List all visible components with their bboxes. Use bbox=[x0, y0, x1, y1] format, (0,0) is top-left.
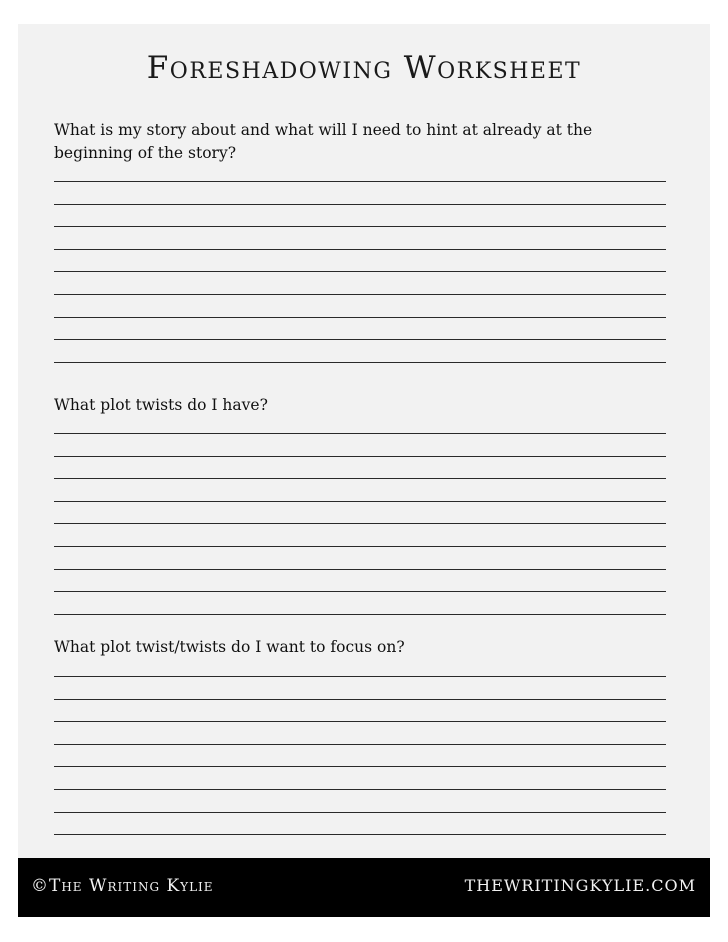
writing-line[interactable] bbox=[54, 501, 666, 502]
writing-line[interactable] bbox=[54, 546, 666, 547]
writing-line[interactable] bbox=[54, 569, 666, 570]
writing-line[interactable] bbox=[54, 591, 666, 592]
question-text: What is my story about and what will I need to hint at already at the beginning of the story? bbox=[54, 121, 593, 162]
question-text: What plot twist/twists do I want to focus on? bbox=[54, 638, 405, 656]
writing-line[interactable] bbox=[54, 789, 666, 790]
worksheet-page bbox=[18, 24, 710, 917]
writing-line[interactable] bbox=[54, 766, 666, 767]
writing-line[interactable] bbox=[54, 226, 666, 227]
writing-line[interactable] bbox=[54, 744, 666, 745]
writing-line[interactable] bbox=[54, 614, 666, 615]
website-link[interactable]: THEWRITINGKYLIE.COM bbox=[464, 876, 696, 895]
copyright-text: ©The Writing Kylie bbox=[31, 876, 214, 896]
question-text: What plot twists do I have? bbox=[54, 396, 268, 414]
writing-line[interactable] bbox=[54, 204, 666, 205]
writing-line[interactable] bbox=[54, 317, 666, 318]
writing-line[interactable] bbox=[54, 478, 666, 479]
writing-line[interactable] bbox=[54, 456, 666, 457]
writing-line[interactable] bbox=[54, 834, 666, 835]
writing-line[interactable] bbox=[54, 812, 666, 813]
question-section-focus-twists bbox=[54, 636, 666, 659]
writing-line[interactable] bbox=[54, 294, 666, 295]
writing-line[interactable] bbox=[54, 249, 666, 250]
writing-line[interactable] bbox=[54, 676, 666, 677]
writing-line[interactable] bbox=[54, 721, 666, 722]
worksheet-title: Foreshadowing Worksheet bbox=[146, 50, 582, 86]
writing-line[interactable] bbox=[54, 362, 666, 363]
footer-bar bbox=[18, 858, 710, 917]
writing-line[interactable] bbox=[54, 699, 666, 700]
question-section-plot-twists bbox=[54, 394, 666, 417]
writing-line[interactable] bbox=[54, 523, 666, 524]
writing-line[interactable] bbox=[54, 181, 666, 182]
writing-line[interactable] bbox=[54, 339, 666, 340]
writing-line[interactable] bbox=[54, 271, 666, 272]
writing-line[interactable] bbox=[54, 433, 666, 434]
question-section-story-about bbox=[54, 119, 666, 165]
